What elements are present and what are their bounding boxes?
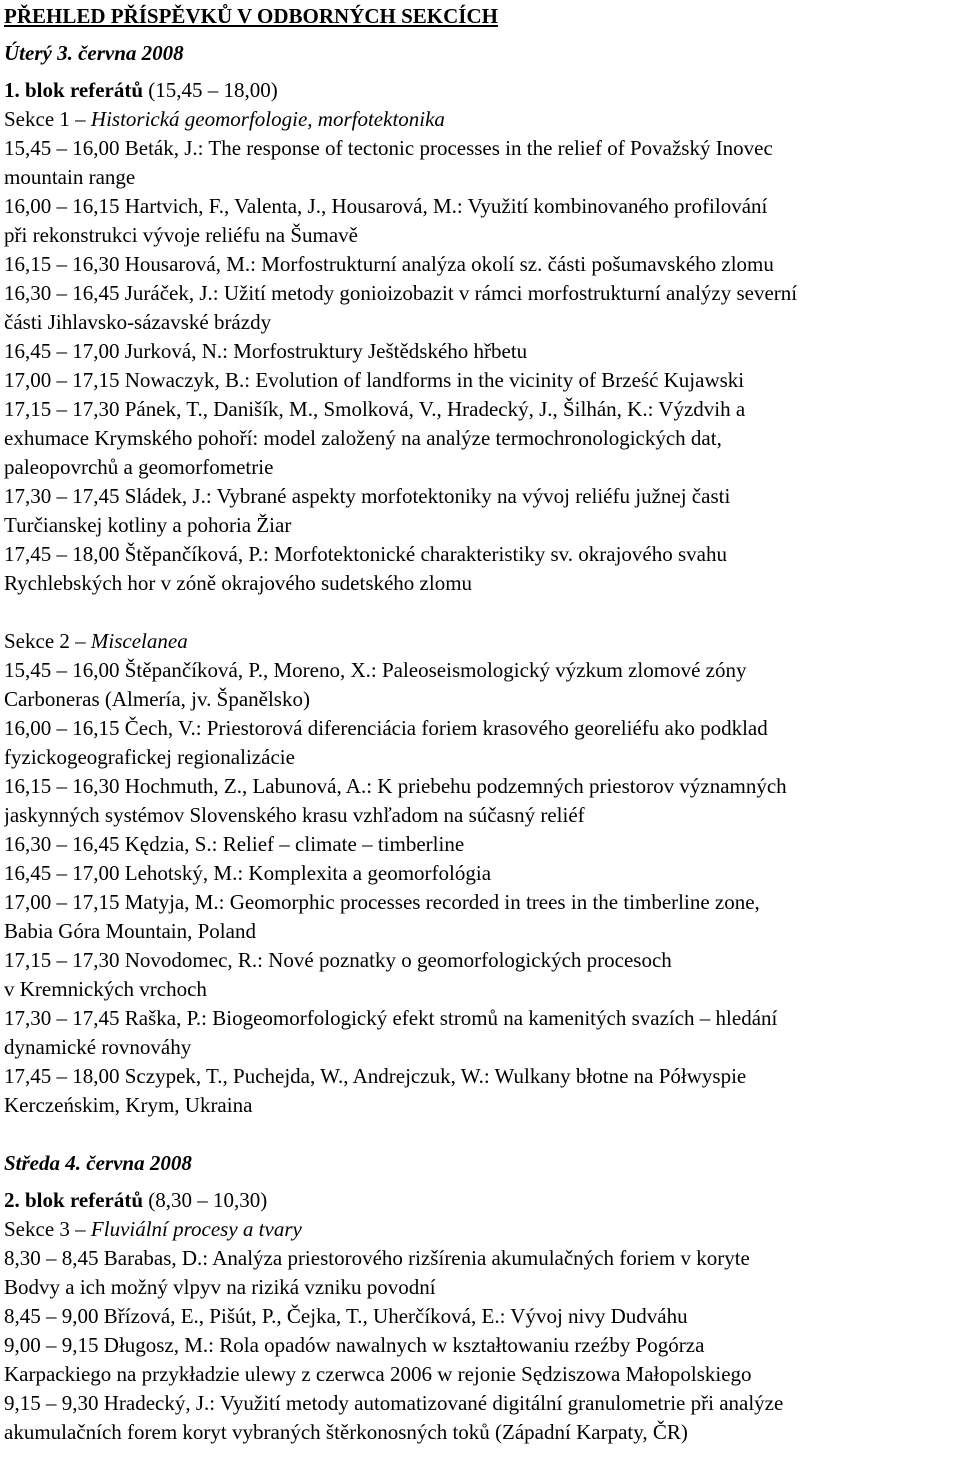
section-prefix: Sekce 2 – xyxy=(4,629,91,653)
entry-line: 15,45 – 16,00 Štěpančíková, P., Moreno, X.: Paleoseismologický výzkum zlomové zóny xyxy=(4,658,747,682)
entry-line: Babia Góra Mountain, Poland xyxy=(4,919,256,943)
entry-line: Bodvy a ich možný vlpyv na riziká vzniku povodní xyxy=(4,1275,436,1299)
entry-line: 9,00 – 9,15 Długosz, M.: Rola opadów nawalnych w kształtowaniu rzeźby Pogórza xyxy=(4,1333,705,1357)
entry-line: 15,45 – 16,00 Beták, J.: The response of tectonic processes in the relief of Považský Inovec xyxy=(4,136,773,160)
entry-line: 17,30 – 17,45 Sládek, J.: Vybrané aspekty morfotektoniky na vývoj reliéfu južnej časti xyxy=(4,484,731,508)
entry-line: 16,45 – 17,00 Jurková, N.: Morfostruktury Ještědského hřbetu xyxy=(4,339,528,363)
section2-heading xyxy=(4,627,956,656)
section-name: Fluviální procesy a tvary xyxy=(90,1217,302,1241)
section1-heading xyxy=(4,105,956,134)
entry-line: 16,15 – 16,30 Hochmuth, Z., Labunová, A.: K priebehu podzemných priestorov významných xyxy=(4,774,787,798)
entry-line: 16,00 – 16,15 Hartvich, F., Valenta, J., Housarová, M.: Využití kombinovaného profilování xyxy=(4,194,768,218)
entry-line: akumulačních forem koryt vybraných štěrkonosných toků (Západní Karpaty, ČR) xyxy=(4,1420,688,1444)
day1-date: Úterý 3. června 2008 xyxy=(4,41,184,65)
section2-entries xyxy=(4,656,956,1120)
section-name: Historická geomorfologie, morfotektonika xyxy=(90,107,445,131)
entry-line: 17,15 – 17,30 Pánek, T., Danišík, M., Smolková, V., Hradecký, J., Šilhán, K.: Výzdvih a xyxy=(4,397,746,421)
entry-line: 8,30 – 8,45 Barabas, D.: Analýza priestorového rizšírenia akumulačných foriem v koryte xyxy=(4,1246,750,1270)
section-prefix: Sekce 3 – xyxy=(4,1217,91,1241)
entry-line: 17,00 – 17,15 Nowaczyk, B.: Evolution of landforms in the vicinity of Brześć Kujawski xyxy=(4,368,745,392)
entry-line: 16,00 – 16,15 Čech, V.: Priestorová diferenciácia foriem krasového georeliéfu ako podklad xyxy=(4,716,768,740)
entry-line: fyzickogeografickej regionalizácie xyxy=(4,745,295,769)
entry-line: jaskynných systémov Slovenského krasu vzhľadom na súčasný reliéf xyxy=(4,803,585,827)
section-prefix: Sekce 1 – xyxy=(4,107,91,131)
block-label: 2. blok referátů xyxy=(4,1188,144,1212)
day2-block-heading xyxy=(4,1186,956,1215)
entry-line: Kerczeńskim, Krym, Ukraina xyxy=(4,1093,253,1117)
entry-line: 16,15 – 16,30 Housarová, M.: Morfostrukturní analýza okolí sz. části pošumavského zlomu xyxy=(4,252,774,276)
entry-line: 17,30 – 17,45 Raška, P.: Biogeomorfologický efekt stromů na kamenitých svazích – hledání xyxy=(4,1006,778,1030)
section3-entries xyxy=(4,1244,956,1447)
entry-line: v Kremnických vrchoch xyxy=(4,977,207,1001)
entry-line: při rekonstrukci vývoje reliéfu na Šumavě xyxy=(4,223,358,247)
entry-line: 16,30 – 16,45 Kędzia, S.: Relief – climate – timberline xyxy=(4,832,465,856)
block-time: (8,30 – 10,30) xyxy=(143,1188,268,1212)
entry-line: 9,15 – 9,30 Hradecký, J.: Využití metody automatizované digitální granulometrie při analýze xyxy=(4,1391,784,1415)
entry-line: 16,30 – 16,45 Juráček, J.: Užití metody gonioizobazit v rámci morfostrukturní analýzy severní xyxy=(4,281,798,305)
entry-line: 17,45 – 18,00 Sczypek, T., Puchejda, W., Andrejczuk, W.: Wulkany błotne na Półwyspie xyxy=(4,1064,747,1088)
day2-date: Středa 4. června 2008 xyxy=(4,1151,192,1175)
section3-heading xyxy=(4,1215,956,1244)
entry-line: části Jihlavsko-sázavské brázdy xyxy=(4,310,272,334)
entry-line: Carboneras (Almería, jv. Španělsko) xyxy=(4,687,310,711)
entry-line: exhumace Krymského pohoří: model založený na analýze termochronologických dat, xyxy=(4,426,722,450)
entry-line: Karpackiego na przykładzie ulewy z czerwca 2006 w rejonie Sędziszowa Małopolskiego xyxy=(4,1362,752,1386)
entry-line: 16,45 – 17,00 Lehotský, M.: Komplexita a geomorfológia xyxy=(4,861,492,885)
block-time: (15,45 – 18,00) xyxy=(143,78,278,102)
entry-line: mountain range xyxy=(4,165,136,189)
entry-line: 17,15 – 17,30 Novodomec, R.: Nové poznatky o geomorfologických procesoch xyxy=(4,948,672,972)
section-name: Miscelanea xyxy=(90,629,188,653)
entry-line: 17,00 – 17,15 Matyja, M.: Geomorphic processes recorded in trees in the timberline zone, xyxy=(4,890,760,914)
page-title: PŘEHLED PŘÍSPĚVKŮ V ODBORNÝCH SEKCÍCH xyxy=(4,4,498,28)
entry-line: 17,45 – 18,00 Štěpančíková, P.: Morfotektonické charakteristiky sv. okrajového svahu xyxy=(4,542,727,566)
entry-line: Turčianskej kotliny a pohoria Žiar xyxy=(4,513,292,537)
entry-line: paleopovrchů a geomorfometrie xyxy=(4,455,274,479)
block-label: 1. blok referátů xyxy=(4,78,144,102)
section1-entries xyxy=(4,134,956,598)
entry-line: Rychlebských hor v zóně okrajového sudetského zlomu xyxy=(4,571,473,595)
day1-block-heading xyxy=(4,76,956,105)
entry-line: 8,45 – 9,00 Břízová, E., Pišút, P., Čejka, T., Uherčíková, E.: Vývoj nivy Dudváhu xyxy=(4,1304,688,1328)
entry-line: dynamické rovnováhy xyxy=(4,1035,192,1059)
